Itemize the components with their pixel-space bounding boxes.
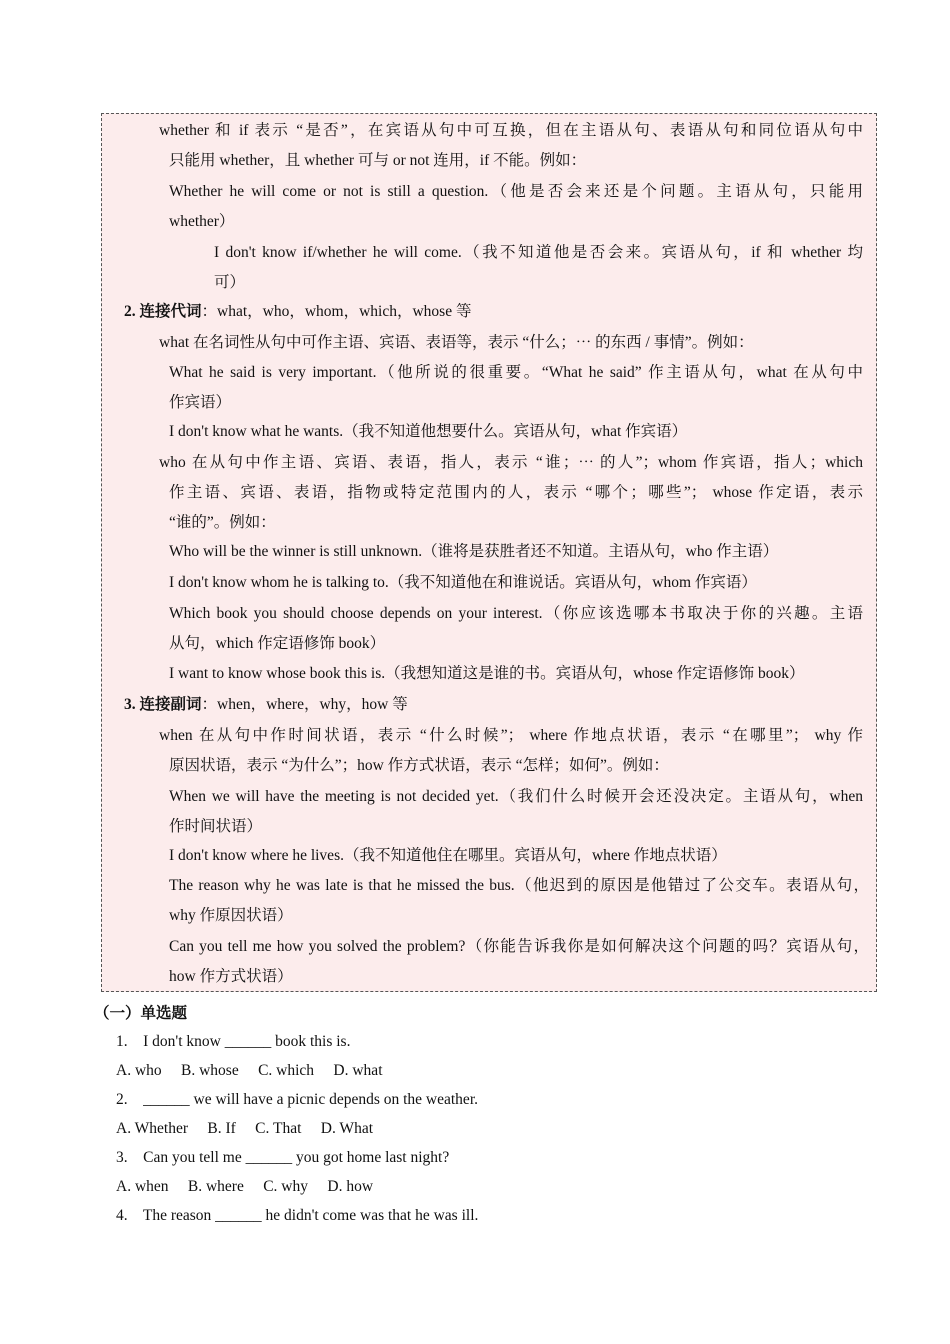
who-rule-line3: “谁的”。例如： xyxy=(169,514,276,531)
question-3-options: A. when B. where C. why D. how xyxy=(116,1178,374,1195)
example-7-line1: Which book you should choose depends on your interest.（你应该选哪本书取决于你的兴趣。主语 xyxy=(169,605,863,622)
question-2-options: A. Whether B. If C. That D. What xyxy=(116,1120,373,1137)
section-3-list: ：when，where，why，how 等 xyxy=(201,696,408,713)
example-3-line1: What he said is very important.（他所说的很重要。“What he said” 作主语从句，what 在从句中 xyxy=(169,364,863,381)
exercise-heading: （一）单选题 xyxy=(94,1005,188,1022)
question-3: 3. Can you tell me ______ you got home last night? xyxy=(116,1149,450,1166)
who-rule-line2: 作主语、宾语、表语，指物或特定范围内的人，表示 “哪个；哪些”； whose 作定语，表示 xyxy=(169,484,863,501)
example-9-line2: 作时间状语） xyxy=(169,818,263,835)
example-8: I want to know whose book this is.（我想知道这是谁的书。宾语从句，whose 作定语修饰 book） xyxy=(169,665,805,682)
section-3-title: 3. 连接副词 xyxy=(124,696,202,713)
when-rule-line1: when 在从句中作时间状语，表示 “什么时候”； where 作地点状语，表示 “在哪里”； why 作 xyxy=(159,727,863,744)
example-4: I don't know what he wants.（我不知道他想要什么。宾语从句，what 作宾语） xyxy=(169,423,688,440)
whether-rule-line1: whether 和 if 表示 “是否”，在宾语从句中可互换，但在主语从句、表语从句和同位语从句中 xyxy=(159,122,863,139)
example-2-line1: I don't know if/whether he will come.（我不知道他是否会来。宾语从句，if 和 whether 均 xyxy=(214,244,863,261)
example-11-line2: why 作原因状语） xyxy=(169,907,293,924)
example-6: I don't know whom he is talking to.（我不知道他在和谁说话。宾语从句，whom 作宾语） xyxy=(169,574,757,591)
example-1-line2: whether） xyxy=(169,213,235,230)
section-2-heading xyxy=(124,302,471,322)
what-rule: what 在名词性从句中可作主语、宾语、表语等，表示 “什么；⋯ 的东西 / 事情”。例如： xyxy=(159,334,754,351)
question-1-options: A. who B. whose C. which D. what xyxy=(116,1062,383,1079)
example-9-line1: When we will have the meeting is not decided yet.（我们什么时候开会还没决定。主语从句，when xyxy=(169,788,863,805)
example-2-line2: 可） xyxy=(214,274,246,291)
section-3-heading xyxy=(124,695,408,715)
example-7-line2: 从句，which 作定语修饰 book） xyxy=(169,635,386,652)
section-2-title: 2. 连接代词 xyxy=(124,303,202,320)
question-2: 2. ______ we will have a picnic depends on the weather. xyxy=(116,1091,478,1108)
example-5: Who will be the winner is still unknown.（谁将是获胜者还不知道。主语从句，who 作主语） xyxy=(169,543,779,560)
who-rule-line1: who 在从句中作主语、宾语、表语，指人，表示 “谁；⋯ 的人”；whom 作宾语，指人；which xyxy=(159,454,863,471)
question-1: 1. I don't know ______ book this is. xyxy=(116,1033,351,1050)
section-2-list: ：what，who，whom，which，whose 等 xyxy=(201,303,472,320)
example-12-line1: Can you tell me how you solved the problem?（你能告诉我你是如何解决这个问题的吗？宾语从句， xyxy=(169,938,869,955)
example-10: I don't know where he lives.（我不知道他住在哪里。宾语从句，where 作地点状语） xyxy=(169,847,727,864)
example-12-line2: how 作方式状语） xyxy=(169,968,293,985)
example-3-line2: 作宾语） xyxy=(169,394,232,411)
example-1-line1: Whether he will come or not is still a question.（他是否会来还是个问题。主语从句，只能用 xyxy=(169,183,863,200)
when-rule-line2: 原因状语，表示 “为什么”；how 作方式状语，表示 “怎样；如何”。例如： xyxy=(169,757,669,774)
whether-rule-line2: 只能用 whether，且 whether 可与 or not 连用，if 不能。例如： xyxy=(169,152,587,169)
example-11-line1: The reason why he was late is that he missed the bus.（他迟到的原因是他错过了公交车。表语从句， xyxy=(169,877,869,894)
question-4: 4. The reason ______ he didn't come was that he was ill. xyxy=(116,1207,479,1224)
